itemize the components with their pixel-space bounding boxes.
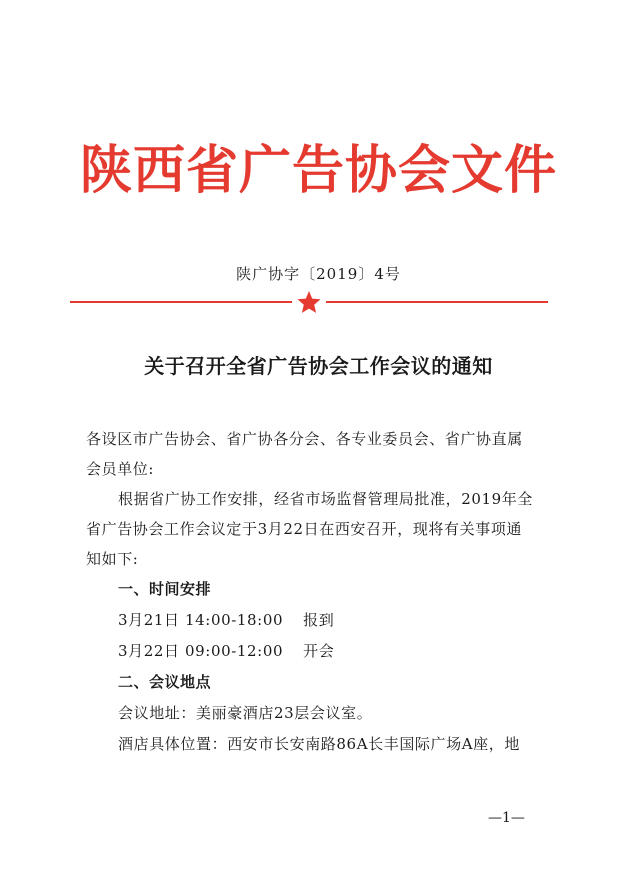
schedule-activity: 开会: [303, 642, 335, 660]
hotel-location: 酒店具体位置：西安市长安南路86A长丰国际广场A座，地: [118, 735, 520, 753]
section-heading-venue: 二、会议地点: [118, 673, 212, 691]
schedule-time: 3月21日 14:00-18:00: [118, 611, 284, 629]
schedule-activity: 报到: [303, 611, 335, 629]
document-header-title: 陕西省广告协会文件: [79, 141, 557, 201]
venue-address: 会议地址：美丽豪酒店23层会议室。: [118, 704, 373, 722]
intro-line-2: 省广告协会工作会议定于3月22日在西安召开，现将有关事项通: [86, 520, 523, 538]
page-number: —1—: [488, 810, 525, 826]
intro-line-3: 知如下:: [86, 550, 139, 568]
document-number: 陕广协字〔2019〕4号: [236, 265, 401, 283]
schedule-time: 3月22日 09:00-12:00: [118, 642, 284, 660]
recipients-line-2: 会员单位:: [86, 460, 155, 478]
notice-title: 关于召开全省广告协会工作会议的通知: [144, 354, 493, 378]
star-icon: [298, 291, 321, 313]
schedule-row: [118, 609, 334, 631]
intro-line-1: 根据省广协工作安排，经省市场监督管理局批准，2019年全: [118, 490, 533, 508]
section-heading-schedule: 一、时间安排: [118, 580, 212, 598]
recipients-line-1: 各设区市广告协会、省广协各分会、各专业委员会、省广协直属: [86, 430, 523, 448]
red-separator-line: [70, 291, 548, 313]
schedule-row: [118, 640, 334, 662]
